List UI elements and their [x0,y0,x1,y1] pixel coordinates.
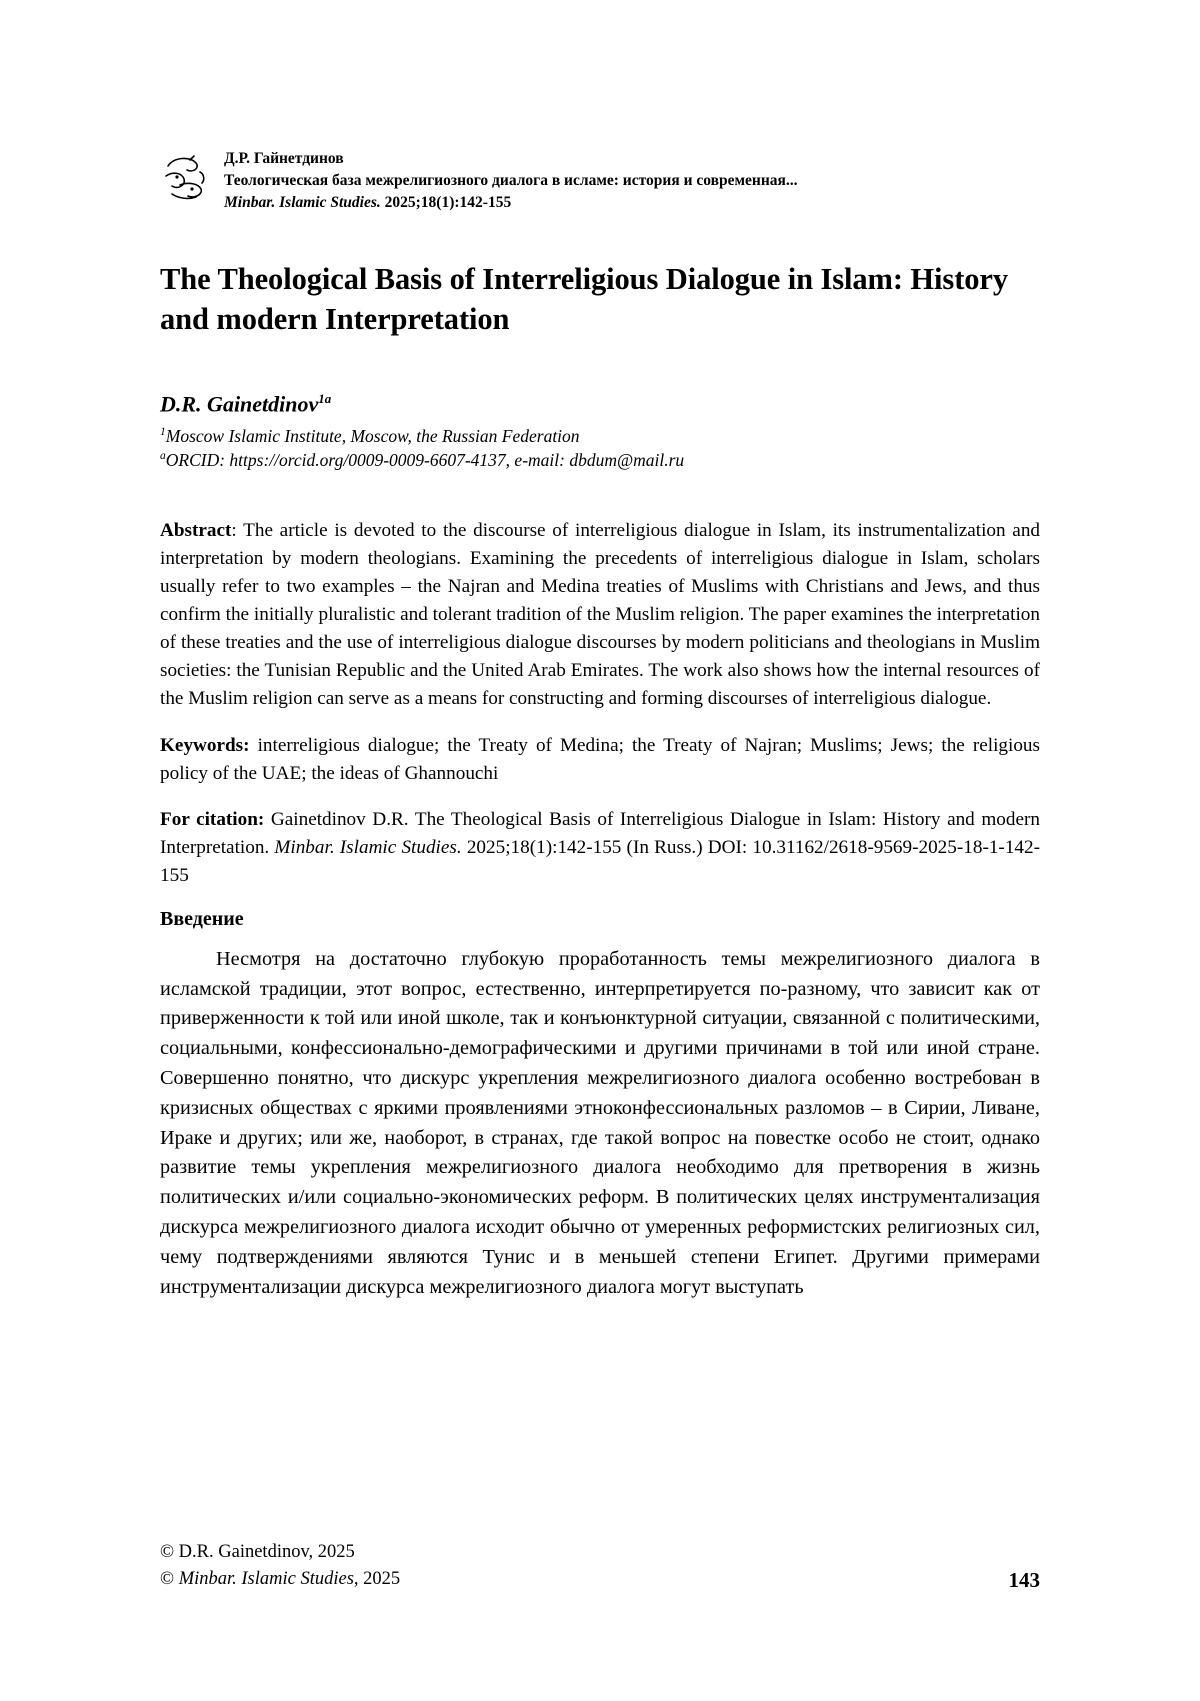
affiliation-line [160,424,1040,449]
for-citation-journal: Minbar. Islamic Studies. [274,836,462,858]
running-head-author: Д.Р. Гайнетдинов [224,150,344,167]
orcid-label: ORCID: [165,450,226,471]
running-head-journal-ref: 2025;18(1):142-155 [384,194,512,211]
arabic-calligraphy-logo [160,152,210,204]
page-footer [160,1539,1040,1593]
orcid-value[interactable]: https://orcid.org/0009-0009-6607-4137, e-mail: dbdum@mail.ru [229,450,685,471]
abstract-paragraph [160,517,1040,713]
author-name: D.R. Gainetdinov [160,391,319,417]
running-head-text [224,148,798,214]
copyright-journal-name: Minbar. Islamic Studies [178,1569,354,1590]
abstract-separator: : [231,520,244,542]
running-head-title: Теологическая база межрелигиозного диалога в исламе: история и современная... [224,172,798,189]
abstract-label: Abstract [160,520,232,542]
for-citation-text-2: 2025;18(1):142-155 (In Russ.) DOI: 10.31162/2618-9569-2025-18-1-142-155 [160,836,1040,886]
orcid-marker: a [160,450,166,463]
running-head-journal [224,192,798,214]
footer-copyright [160,1539,400,1593]
keywords-paragraph [160,732,1040,788]
keywords-text: interreligious dialogue; the Treaty of Medina; the Treaty of Najran; Muslims; Jews; the religious policy of the UAE; the ideas of Ghannouchi [160,734,1040,784]
copyright-mark: © [160,1569,179,1590]
author-affiliation-marker: 1a [318,391,332,407]
author-line [160,391,1040,417]
section-paragraph: Несмотря на достаточно глубокую проработанность темы межрелигиозного диалога в исламской традиции, этот вопрос, естественно, интерпретируется по-разному, что зависит как от приверженности к той или иной школе, так и конъюнктурной ситуации, связанной с политическими, социальными, конфессионально-демографическими и другими причинами в той или иной стране. Совершенно понятно, что дискурс укрепления межрелигиозного диалога особенно востребован в кризисных обществах с яркими проявлениями этноконфессиональных разломов – в Сирии, Ливане, Ираке и других; или же, наоборот, в странах, где такой вопрос на повестке особо не стоит, однако развитие темы укрепления межрелигиозного диалога необходимо для претворения в жизнь политических и/или социально-экономических реформ. В политических целях инструментализация дискурса межрелигиозного диалога исходит обычно от умеренных реформистских религиозных сил, чему подтверждениями являются Тунис и в меньшей степени Египет. Другими примерами инструментализации дискурса межрелигиозного диалога могут выступать [160,947,1040,1298]
section-heading: Введение [160,907,244,930]
running-head [160,148,1040,214]
for-citation-text-1: Gainetdinov D.R. The Theological Basis of Interreligious Dialogue in Islam: History and modern Interpretation. [160,808,1040,858]
page-title: The Theological Basis of Interreligious Dialogue in Islam: History and modern Interpretation [160,262,1008,336]
for-citation-label: For citation: [160,808,265,830]
abstract-text: The article is devoted to the discourse of interreligious dialogue in Islam, its instrumentalization and interpretation by modern theologians. Examining the precedents of interreligious dialogue in Islam, scholars usually refer to two examples – the Najran and Medina treaties of Muslims with Christians and Jews, and thus confirm the initially pluralistic and tolerant tradition of the Muslim religion. The paper examines the interpretation of these treaties and the use of interreligious dialogue discourses by modern politicians and theologians in Muslim societies: the Tunisian Republic and the United Arab Emirates. The work also shows how the internal resources of the Muslim religion can serve as a means for constructing and forming discourses of interreligious dialogue. [160,520,1041,710]
for-citation-paragraph [160,806,1040,890]
affiliation-marker: 1 [160,425,166,438]
page-number: 143 [1008,1568,1040,1592]
copyright-journal [160,1566,400,1593]
affiliation-text: Moscow Islamic Institute, Moscow, the Russian Federation [165,425,580,446]
copyright-author: © D.R. Gainetdinov, 2025 [160,1542,355,1563]
orcid-line [160,448,1040,473]
running-head-journal-name: Minbar. Islamic Studies. [224,194,381,211]
copyright-journal-year: , 2025 [353,1569,401,1590]
keywords-label: Keywords: [160,734,250,756]
